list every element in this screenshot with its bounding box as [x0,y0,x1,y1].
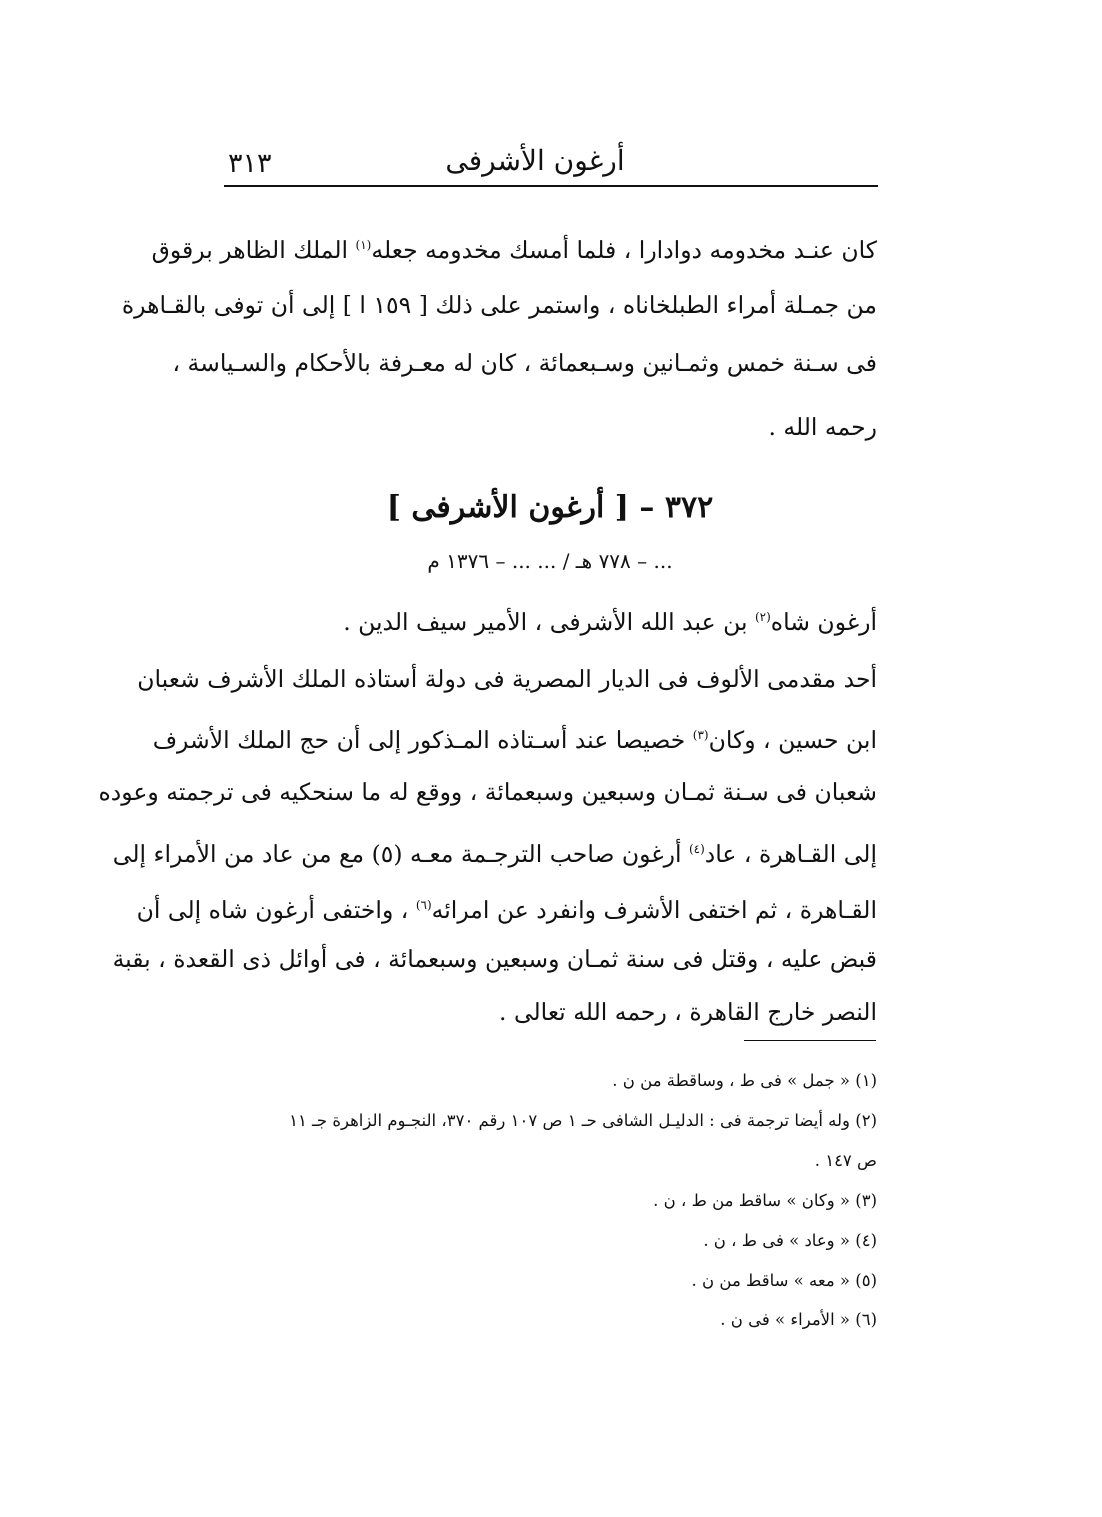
footnote-ref: (٤) [688,842,705,856]
text-line: شعبان فى سـنة ثمـان وسبعين وسبعمائة ، ووقع له ما سنحكيه فى ترجمته وعوده [98,778,877,806]
footnote-ref: (١) [355,238,372,252]
footnote-ref: (٣) [692,728,709,742]
text-line: إلى القـاهرة ، عاد$^{(٤)}$ أرغون صاحب الترجـمة معـه (٥) مع من عاد من الأمراء إلى [112,839,877,868]
entry-dates: ... – ٧٧٨ هـ / ... ... – ١٣٧٦ م [427,549,673,573]
running-head: أرغون الأشرفى [445,144,625,177]
footnote: (٢) وله أيضا ترجمة فى : الدليـل الشافى حـ ١ ص ١٠٧ رقم ٣٧٠، النجـوم الزاهرة جـ ١١ [289,1111,877,1130]
text-line: من جمـلة أمراء الطبلخاناه ، واستمر على ذلك [ ١٥٩ ا ] إلى أن توفى بالقـاهرة [121,291,877,319]
footnote-ref: (٢) [754,610,771,624]
text-line: أحد مقدمى الألوف فى الديار المصرية فى دولة أستاذه الملك الأشرف شعبان [137,665,877,693]
text-line: رحمه الله . [768,413,877,441]
footnote: (٣) « وكان » ساقط من ط ، ن . [653,1191,877,1210]
text-line: القـاهرة ، ثم اختفى الأشرف وانفرد عن امرائه$^{(٦)}$ ، واختفى أرغون شاه إلى أن [136,895,877,924]
text-line: النصر خارج القاهرة ، رحمه الله تعالى . [499,998,877,1026]
footnote: ص ١٤٧ . [814,1151,877,1170]
text-line: قبض عليه ، وقتل فى سنة ثمـان وسبعين وسبعمائة ، فى أوائل ذى القعدة ، بقبة [112,945,877,973]
footnote: (١) « جمل » فى ط ، وساقطة من ن . [612,1071,877,1090]
footnote: (٦) « الأمراء » فى ن . [720,1310,877,1329]
footnote: (٤) « وعاد » فى ط ، ن . [703,1231,877,1250]
text-line: ابن حسين ، وكان$^{(٣)}$ خصيصا عند أسـتاذه المـذكور إلى أن حج الملك الأشرف [152,725,877,754]
text-line: كان عنـد مخدومه دوادارا ، فلما أمسك مخدومه جعله$^{(١)}$ الملك الظاهر برقوق [151,235,877,264]
entry-heading: ٣٧٢ – [ أرغون الأشرفى ] [386,490,714,525]
footnote-rule [744,1040,876,1041]
page-number: ٣١٣ [228,148,272,179]
footnote-ref: (٦) [415,898,432,912]
entry-name-line: أرغون شاه$^{(٢)}$ بن عبد الله الأشرفى ، الأمير سيف الدين . [343,607,877,636]
footnote: (٥) « معه » ساقط من ن . [691,1271,877,1290]
header-rule [224,185,878,187]
text-line: فى سـنة خمس وثمـانين وسـبعمائة ، كان له معـرفة بالأحكام والسـياسة ، [172,349,877,377]
